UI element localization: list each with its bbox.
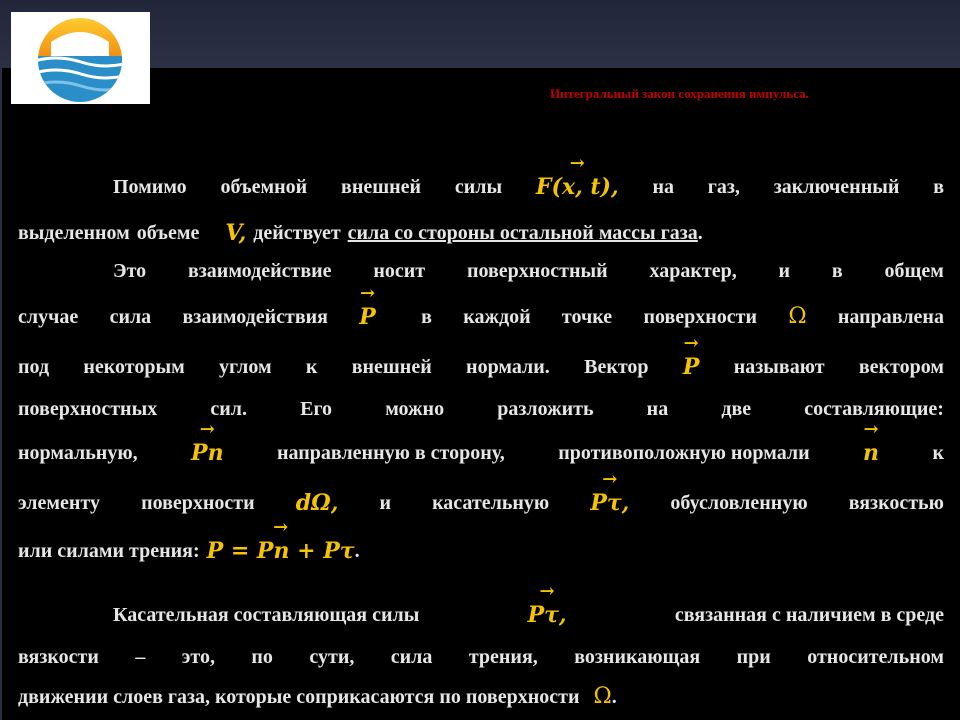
word: Это: [113, 260, 147, 282]
word: сути,: [309, 646, 355, 668]
word: некоторым: [83, 356, 185, 378]
word: сил.: [210, 398, 247, 420]
word: поверхности: [643, 306, 758, 328]
word: объеме: [136, 222, 200, 244]
text-line-9: [18, 536, 944, 566]
vector-n: [863, 438, 879, 468]
word: в: [421, 306, 432, 328]
text-line-2: [18, 218, 944, 248]
word: сила: [109, 306, 152, 328]
formula-text: → P: [683, 352, 700, 382]
formula-text: → Pτ,: [590, 488, 629, 518]
slide-title: Интегральный закон сохранения импульса.: [550, 86, 809, 101]
word: поверхностных: [18, 398, 158, 420]
word: и: [379, 492, 391, 514]
word: взаимодействия: [182, 306, 328, 328]
word: к: [932, 442, 944, 464]
vector-P: [359, 302, 376, 332]
word: в: [933, 176, 944, 198]
omega-symbol: Ω: [593, 684, 612, 709]
text-line-11: [18, 642, 944, 672]
phrase: движении слоев газа, которые соприкасаются по поверхности: [18, 686, 580, 708]
phrase: или силами трения:: [18, 540, 200, 562]
vector-P: [683, 352, 700, 382]
word: газ,: [707, 176, 740, 198]
word: направлена: [837, 306, 944, 328]
word: объемной: [220, 176, 308, 198]
word: элементу: [18, 492, 100, 514]
word: обусловленную: [670, 492, 808, 514]
formula-text: → Pτ,: [528, 600, 567, 630]
word: по: [251, 646, 273, 668]
word: действует: [253, 222, 341, 244]
word: в: [831, 260, 843, 282]
formula-text: → P: [359, 302, 376, 332]
word: Его: [300, 398, 333, 420]
word: вязкостью: [848, 492, 944, 514]
word: поверхностный: [466, 260, 608, 282]
word: можно: [385, 398, 445, 420]
text-line-3: [18, 256, 944, 286]
omega-symbol: Ω: [788, 304, 807, 329]
formula-text: → P = Pn + Pτ: [207, 536, 355, 566]
text-line-12: [18, 682, 944, 712]
decomposition-formula: [207, 536, 355, 566]
text-line-4: [18, 302, 944, 332]
word: и: [778, 260, 791, 282]
word: силы: [454, 176, 503, 198]
word: общем: [884, 260, 944, 282]
word: на: [652, 176, 674, 198]
word: к: [305, 356, 318, 378]
word: заключенный: [773, 176, 900, 198]
word: –: [135, 646, 146, 668]
word: точке: [561, 306, 613, 328]
word: внешней: [351, 356, 432, 378]
word: нормали.: [466, 356, 550, 378]
word: вектором: [858, 356, 944, 378]
word: на: [646, 398, 669, 420]
volume-symbol: V,: [225, 220, 247, 246]
word: разложить: [497, 398, 594, 420]
formula-text: → F(x, t),: [536, 172, 619, 202]
word: поверхности: [141, 492, 255, 514]
logo: [11, 12, 150, 104]
word: Вектор: [584, 356, 649, 378]
word: характер,: [649, 260, 737, 282]
word: внешней: [341, 176, 422, 198]
force-formula: [536, 172, 619, 202]
formula-text: → Pn: [191, 438, 224, 468]
word: носит: [373, 260, 426, 282]
text-line-1: [18, 172, 944, 202]
punctuation: .: [611, 686, 617, 708]
phrase: направленную в сторону,: [277, 442, 505, 464]
phrase: Касательная составляющая силы: [113, 604, 420, 626]
sun-over-waves-logo: [11, 12, 150, 104]
phrase: связанная с наличием в среде: [674, 604, 944, 626]
text-line-7: [18, 438, 944, 468]
formula-text: → n: [863, 438, 879, 468]
word: вязкости: [18, 646, 99, 668]
punctuation: .: [697, 222, 703, 244]
word: называют: [733, 356, 825, 378]
text-line-8: [18, 488, 944, 518]
word: сила: [390, 646, 433, 668]
left-divider: [0, 68, 2, 720]
text-line-6: [18, 394, 944, 424]
vector-Pn: [191, 438, 224, 468]
word: составляющие:: [804, 398, 944, 420]
word: Помимо: [113, 176, 187, 198]
word: каждой: [463, 306, 531, 328]
vector-Ptau: [528, 600, 567, 630]
text-line-5: [18, 352, 944, 382]
word: трения,: [468, 646, 538, 668]
word: нормальную,: [18, 442, 138, 464]
word: выделенном: [18, 222, 130, 244]
word: случае: [18, 306, 79, 328]
word: при: [736, 646, 771, 668]
word: углом: [219, 356, 272, 378]
word: относительном: [807, 646, 944, 668]
vector-Ptau: [590, 488, 629, 518]
word: две: [721, 398, 752, 420]
word: взаимодействие: [187, 260, 332, 282]
word: это,: [181, 646, 215, 668]
text-line-10: [18, 600, 944, 630]
word: касательную: [432, 492, 550, 514]
punctuation: .: [354, 540, 360, 562]
word: под: [18, 356, 50, 378]
phrase: противоположную нормали: [558, 442, 810, 464]
word: возникающая: [574, 646, 701, 668]
d-omega-symbol: dΩ,: [295, 490, 339, 516]
underlined-phrase: сила со стороны остальной массы газа: [347, 222, 698, 244]
